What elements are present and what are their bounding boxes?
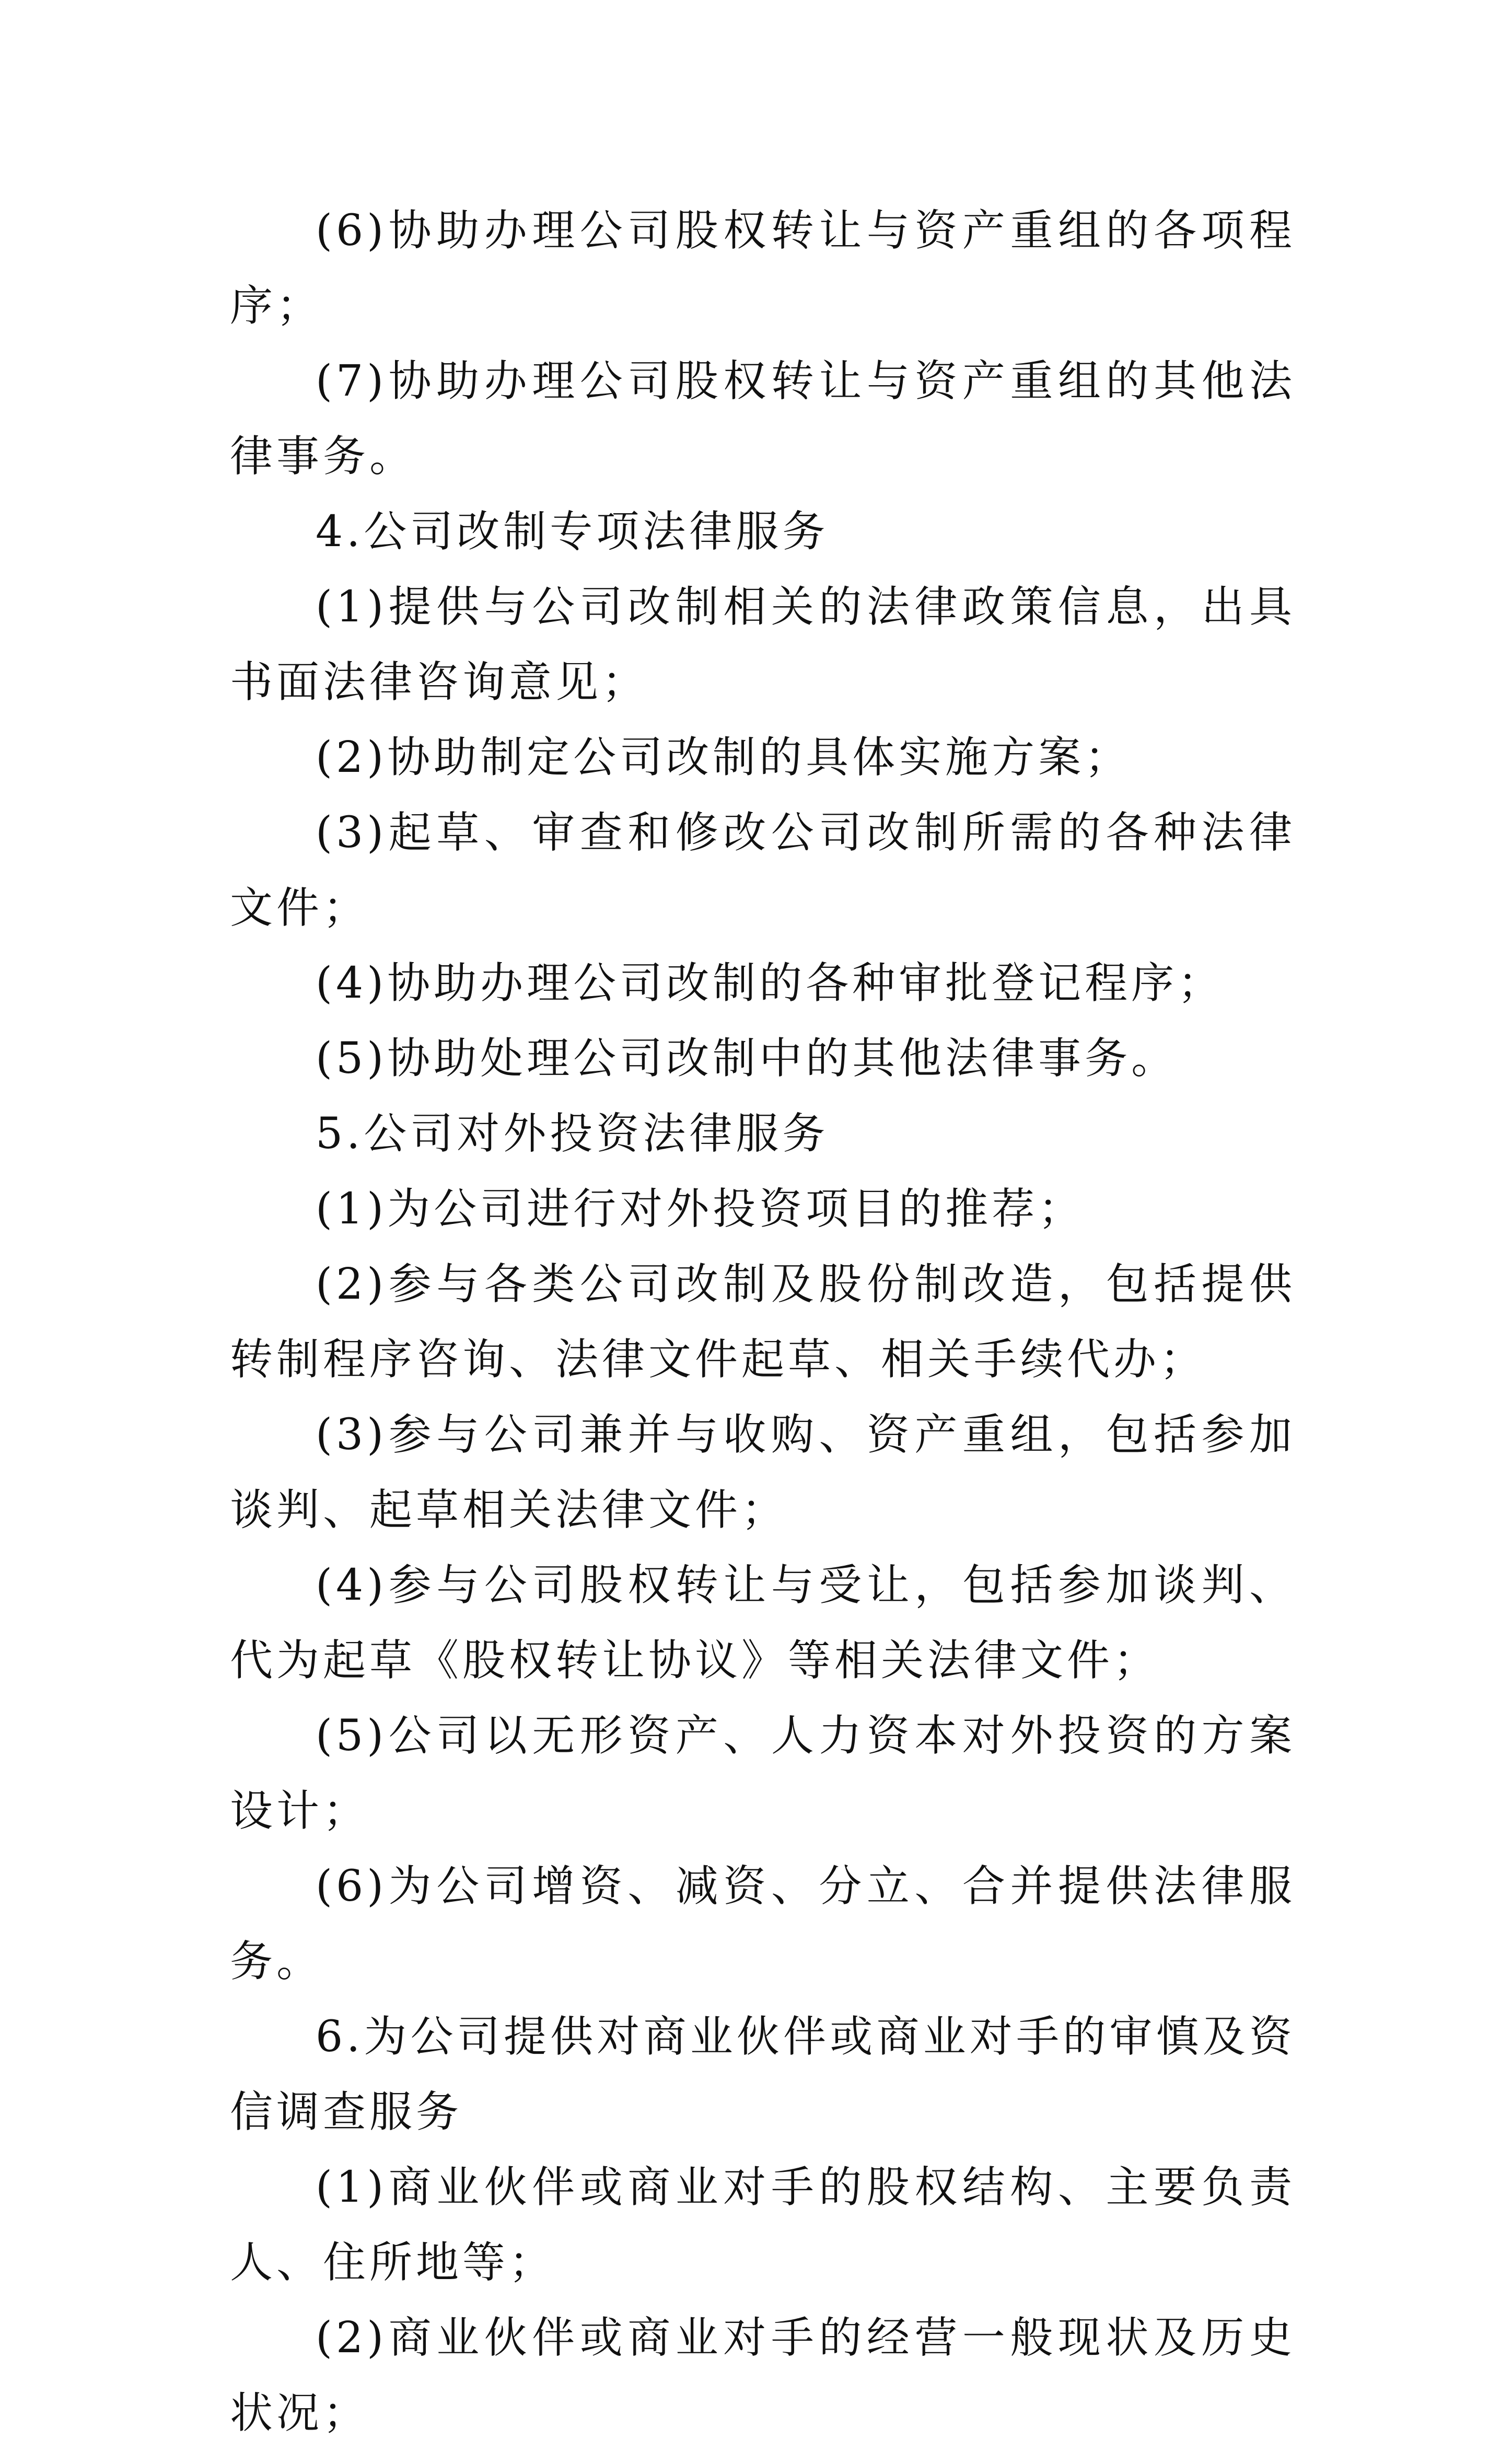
section-heading: 4.公司改制专项法律服务	[316, 507, 829, 557]
paragraph: (4)协助办理公司改制的各种审批登记程序；	[316, 958, 1225, 1008]
section-heading: 6.为公司提供对商业伙伴或商业对手的审慎及资信调查服务	[230, 2012, 1296, 2137]
paragraph: (2)参与各类公司改制及股份制改造，包括提供转制程序咨询、法律文件起草、相关手续代办；	[230, 1259, 1296, 1384]
paragraph: (1)为公司进行对外投资项目的推荐；	[316, 1184, 1085, 1234]
document-body	[230, 193, 1296, 2451]
paragraph: (2)协助制定公司改制的具体实施方案；	[316, 733, 1132, 782]
paragraph: (7)协助办理公司股权转让与资产重组的其他法律事务。	[230, 356, 1296, 481]
paragraph: (1)提供与公司改制相关的法律政策信息，出具书面法律咨询意见；	[230, 582, 1296, 707]
paragraph: (5)公司以无形资产、人力资本对外投资的方案设计；	[230, 1711, 1296, 1836]
paragraph: (5)协助处理公司改制中的其他法律事务。	[316, 1034, 1178, 1083]
paragraph: (4)参与公司股权转让与受让，包括参加谈判、代为起草《股权转让协议》等相关法律文件；	[230, 1560, 1296, 1685]
paragraph: (6)协助办理公司股权转让与资产重组的各项程序；	[230, 206, 1296, 331]
section-heading: 5.公司对外投资法律服务	[316, 1109, 829, 1159]
paragraph: (6)为公司增资、减资、分立、合并提供法律服务。	[230, 1862, 1296, 1986]
paragraph: (3)参与公司兼并与收购、资产重组，包括参加谈判、起草相关法律文件；	[230, 1410, 1296, 1535]
paragraph: (3)起草、审查和修改公司改制所需的各种法律文件；	[230, 808, 1296, 933]
paragraph: (1)商业伙伴或商业对手的股权结构、主要负责人、住所地等；	[230, 2163, 1296, 2287]
paragraph: (2)商业伙伴或商业对手的经营一般现状及历史状况；	[230, 2313, 1296, 2438]
